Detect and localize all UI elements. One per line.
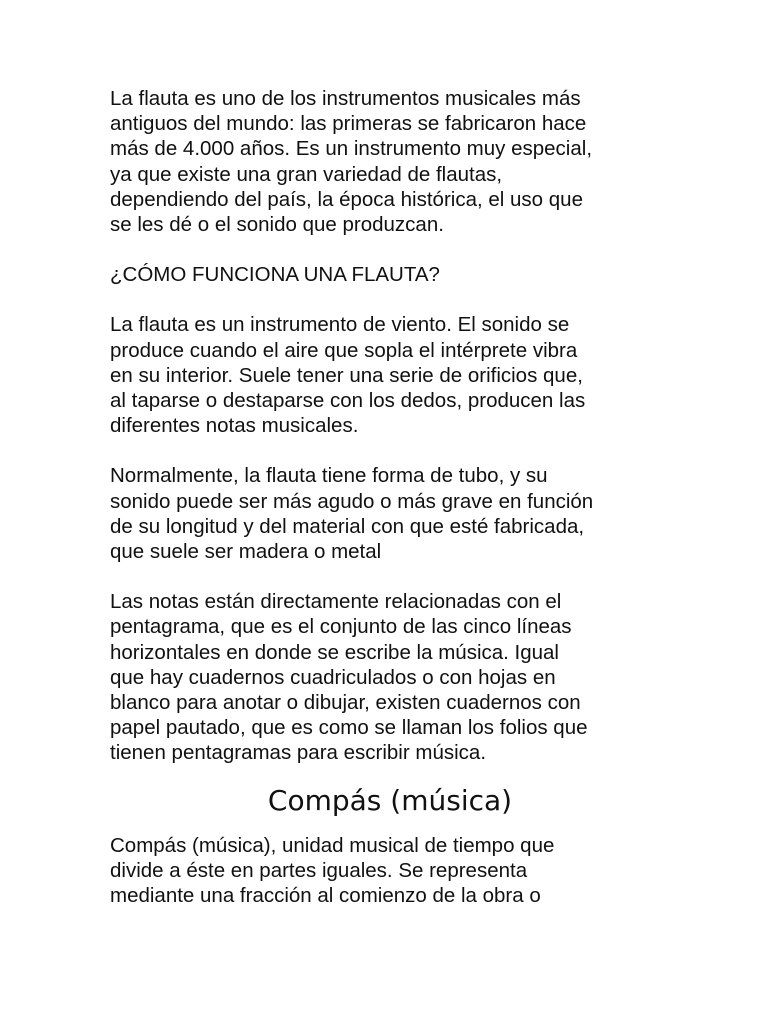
document-page <box>110 86 670 908</box>
notes-staff-paragraph: Las notas están directamente relacionadas con el pentagrama, que es el conjunto de las cinco líneas horizontales en donde se escribe la música. Igual que hay cuadernos cuadriculados o con hojas en blanco para anotar o dibujar, existen cuadernos con papel pautado, que es como se llaman los folios que tienen pentagramas para escribir música. <box>110 590 588 765</box>
section-heading: Compás (música) <box>267 783 513 817</box>
paragraph-gap <box>110 438 670 463</box>
compas-paragraph: Compás (música), unidad musical de tiempo que divide a éste en partes iguales. Se representa mediante una fracción al comienzo de la obra o <box>110 833 555 908</box>
wind-instrument-paragraph: La flauta es un instrumento de viento. El sonido se produce cuando el aire que sopla el intérprete vibra en su interior. Suele tener una serie de orificios que, al taparse o destaparse con los dedos, producen las diferentes notas musicales. <box>110 313 586 438</box>
intro-paragraph: La flauta es uno de los instrumentos musicales más antiguos del mundo: las primeras se fabricaron hace más de 4.000 años. Es un instrumento muy especial, ya que existe una gran variedad de flautas, dependiendo del país, la época histórica, el uso que se les dé o el sonido que produzcan. <box>110 87 593 237</box>
paragraph-gap <box>110 564 670 589</box>
section-question: ¿CÓMO FUNCIONA UNA FLAUTA? <box>110 263 440 287</box>
paragraph-gap <box>110 287 670 312</box>
paragraph-gap <box>110 237 670 262</box>
tube-shape-paragraph: Normalmente, la flauta tiene forma de tubo, y su sonido puede ser más agudo o más grave en función de su longitud y del material con que esté fabricada, que suele ser madera o metal <box>110 464 594 564</box>
